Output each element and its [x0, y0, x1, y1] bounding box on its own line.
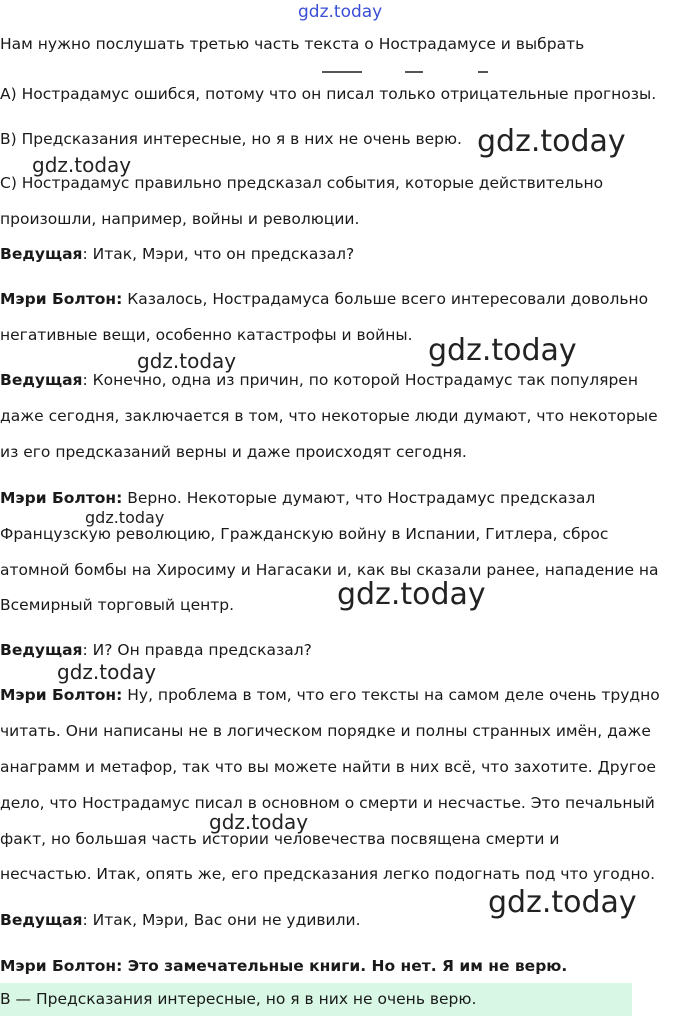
- dialogue-line: [0, 370, 638, 390]
- dialogue-text: Ну, проблема в том, что его тексты на самом деле очень трудно: [122, 686, 660, 704]
- watermark: gdz.today: [85, 508, 165, 527]
- speaker-name: Мэри Болтон:: [0, 686, 123, 704]
- dialogue-line: [0, 640, 312, 660]
- answer-box: [0, 983, 632, 1016]
- dialogue-text: Это замечательные книги. Но нет. Я им не верю.: [122, 957, 568, 975]
- speaker-name: Ведущая: [0, 245, 83, 263]
- watermark: gdz.today: [209, 810, 309, 834]
- dialogue-line: [0, 910, 361, 930]
- dialogue-line: [0, 488, 595, 508]
- speaker-name: Мэри Болтон:: [0, 489, 123, 507]
- dialogue-text: дело, что Нострадамус писал в основном о смерти и несчастье. Это печальный: [0, 794, 655, 812]
- scan-artifact: [322, 71, 362, 73]
- answer-text: B — Предсказания интересные, но я в них не очень верю.: [0, 990, 477, 1008]
- dialogue-text: анаграмм и метафор, так что вы можете найти в них всё, что захотите. Другое: [0, 758, 656, 776]
- dialogue-text: : Итак, Мэри, что он предсказал?: [82, 245, 355, 263]
- watermark: gdz.today: [32, 153, 132, 177]
- option-c-line-1: C) Нострадамус правильно предсказал события, которые действительно: [0, 174, 604, 192]
- watermark: gdz.today: [477, 124, 626, 159]
- dialogue-text: Казалось, Нострадамуса больше всего интересовали довольно: [122, 290, 649, 308]
- dialogue-line: [0, 244, 354, 264]
- dialogue-text: : Конечно, одна из причин, по которой Нострадамус так популярен: [82, 371, 638, 389]
- speaker-name: Ведущая: [0, 911, 83, 929]
- dialogue-text: несчастью. Итак, опять же, его предсказания легко подогнать под что угодно.: [0, 865, 656, 883]
- speaker-name: Мэри Болтон:: [0, 290, 123, 308]
- dialogue-text: атомной бомбы на Хиросиму и Нагасаки и, как вы сказали ранее, нападение на: [0, 561, 659, 579]
- dialogue-text: факт, но большая часть истории человечества посвящена смерти и: [0, 830, 560, 848]
- dialogue-line: [0, 956, 567, 976]
- dialogue-text: Всемирный торговый центр.: [0, 596, 235, 614]
- dialogue-text: Французскую революцию, Гражданскую войну в Испании, Гитлера, сброс: [0, 525, 609, 543]
- dialogue-text: читать. Они написаны не в логическом порядке и полны странных имён, даже: [0, 722, 651, 740]
- speaker-name: Ведущая: [0, 641, 83, 659]
- dialogue-line: [0, 685, 660, 705]
- watermark: gdz.today: [337, 577, 486, 612]
- option-c-line-2: произошли, например, войны и революции.: [0, 210, 360, 228]
- speaker-name: Ведущая: [0, 371, 83, 389]
- dialogue-text: из его предсказаний верны и даже происходят сегодня.: [0, 443, 467, 461]
- dialogue-line: [0, 289, 648, 309]
- speaker-name: Мэри Болтон:: [0, 957, 123, 975]
- dialogue-text: : И? Он правда предсказал?: [82, 641, 312, 659]
- watermark: gdz.today: [488, 885, 637, 920]
- watermark-top: gdz.today: [298, 2, 383, 22]
- dialogue-text: негативные вещи, особенно катастрофы и войны.: [0, 326, 413, 344]
- scan-artifact: [478, 71, 488, 73]
- option-b: B) Предсказания интересные, но я в них не очень верю.: [0, 130, 462, 148]
- scan-artifact: [405, 71, 423, 73]
- dialogue-text: : Итак, Мэри, Вас они не удивили.: [82, 911, 361, 929]
- watermark: gdz.today: [57, 660, 157, 684]
- option-a: A) Нострадамус ошибся, потому что он писал только отрицательные прогнозы.: [0, 85, 657, 103]
- task-instruction: Нам нужно послушать третью часть текста о Нострадамусе и выбрать: [0, 35, 585, 53]
- dialogue-text: даже сегодня, заключается в том, что некоторые люди думают, что некоторые: [0, 407, 658, 425]
- dialogue-text: Верно. Некоторые думают, что Нострадамус предсказал: [122, 489, 596, 507]
- watermark: gdz.today: [137, 349, 237, 373]
- watermark: gdz.today: [428, 333, 577, 368]
